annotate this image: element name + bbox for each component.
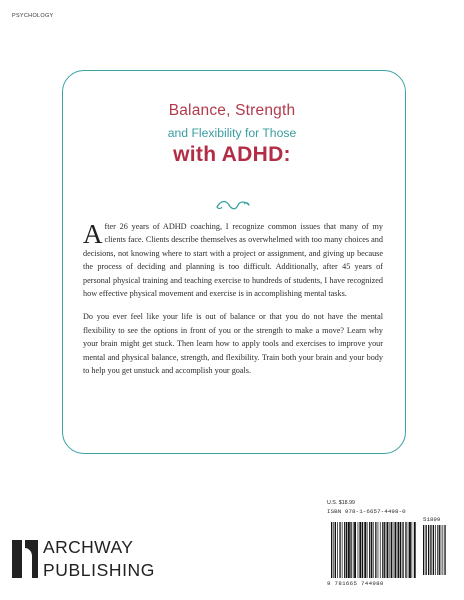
price-label: U.S. $18.99	[327, 500, 355, 506]
paragraph-1-text: fter 26 years of ADHD coaching, I recognize common issues that many of my clients face. Clients describe themselves as overwhelmed with too many choices and decisions, not knowing where to start with a project or assignment, and giving up because the process of deciding and planning is too difficult. Additionally, after 45 years of personal physical training and teaching exercise to hundreds of students, I have recognized how effective physical movement and exercise is in accomplishing mental tasks.	[83, 222, 383, 299]
supplement-digits: 51899	[423, 516, 441, 523]
isbn-text: ISBN 978-1-6657-4498-0	[327, 508, 406, 515]
drop-cap: A	[83, 219, 103, 249]
archway-logo-icon	[12, 540, 38, 578]
ean-digits: 9 781665 744980	[327, 580, 384, 587]
title-line-2: and Flexibility for Those	[167, 126, 297, 140]
barcode-block	[327, 507, 448, 589]
publisher-name-line-2: PUBLISHING	[43, 560, 155, 580]
swirl-ornament-icon	[214, 198, 252, 212]
paragraph-2: Do you ever feel like your life is out of balance or that you do not have the mental flexibility to see the options in front of you or the strength to make a move? Learn why your brain might get stuck. Then learn how to apply tools and exercises to improve your mental and physical balance, strength, and flexibility. Train both your brain and your body to help you get unstuck and accomplish your goals.	[83, 312, 383, 376]
category-label: PSYCHOLOGY	[12, 13, 54, 19]
paragraph-1	[83, 220, 383, 300]
barcode-bars-icon	[327, 516, 448, 580]
publisher-name-line-1: ARCHWAY	[43, 537, 134, 557]
description-text	[83, 220, 383, 387]
title-line-3: with ADHD:	[173, 143, 291, 166]
title-line-1: Balance, Strength	[168, 102, 296, 119]
